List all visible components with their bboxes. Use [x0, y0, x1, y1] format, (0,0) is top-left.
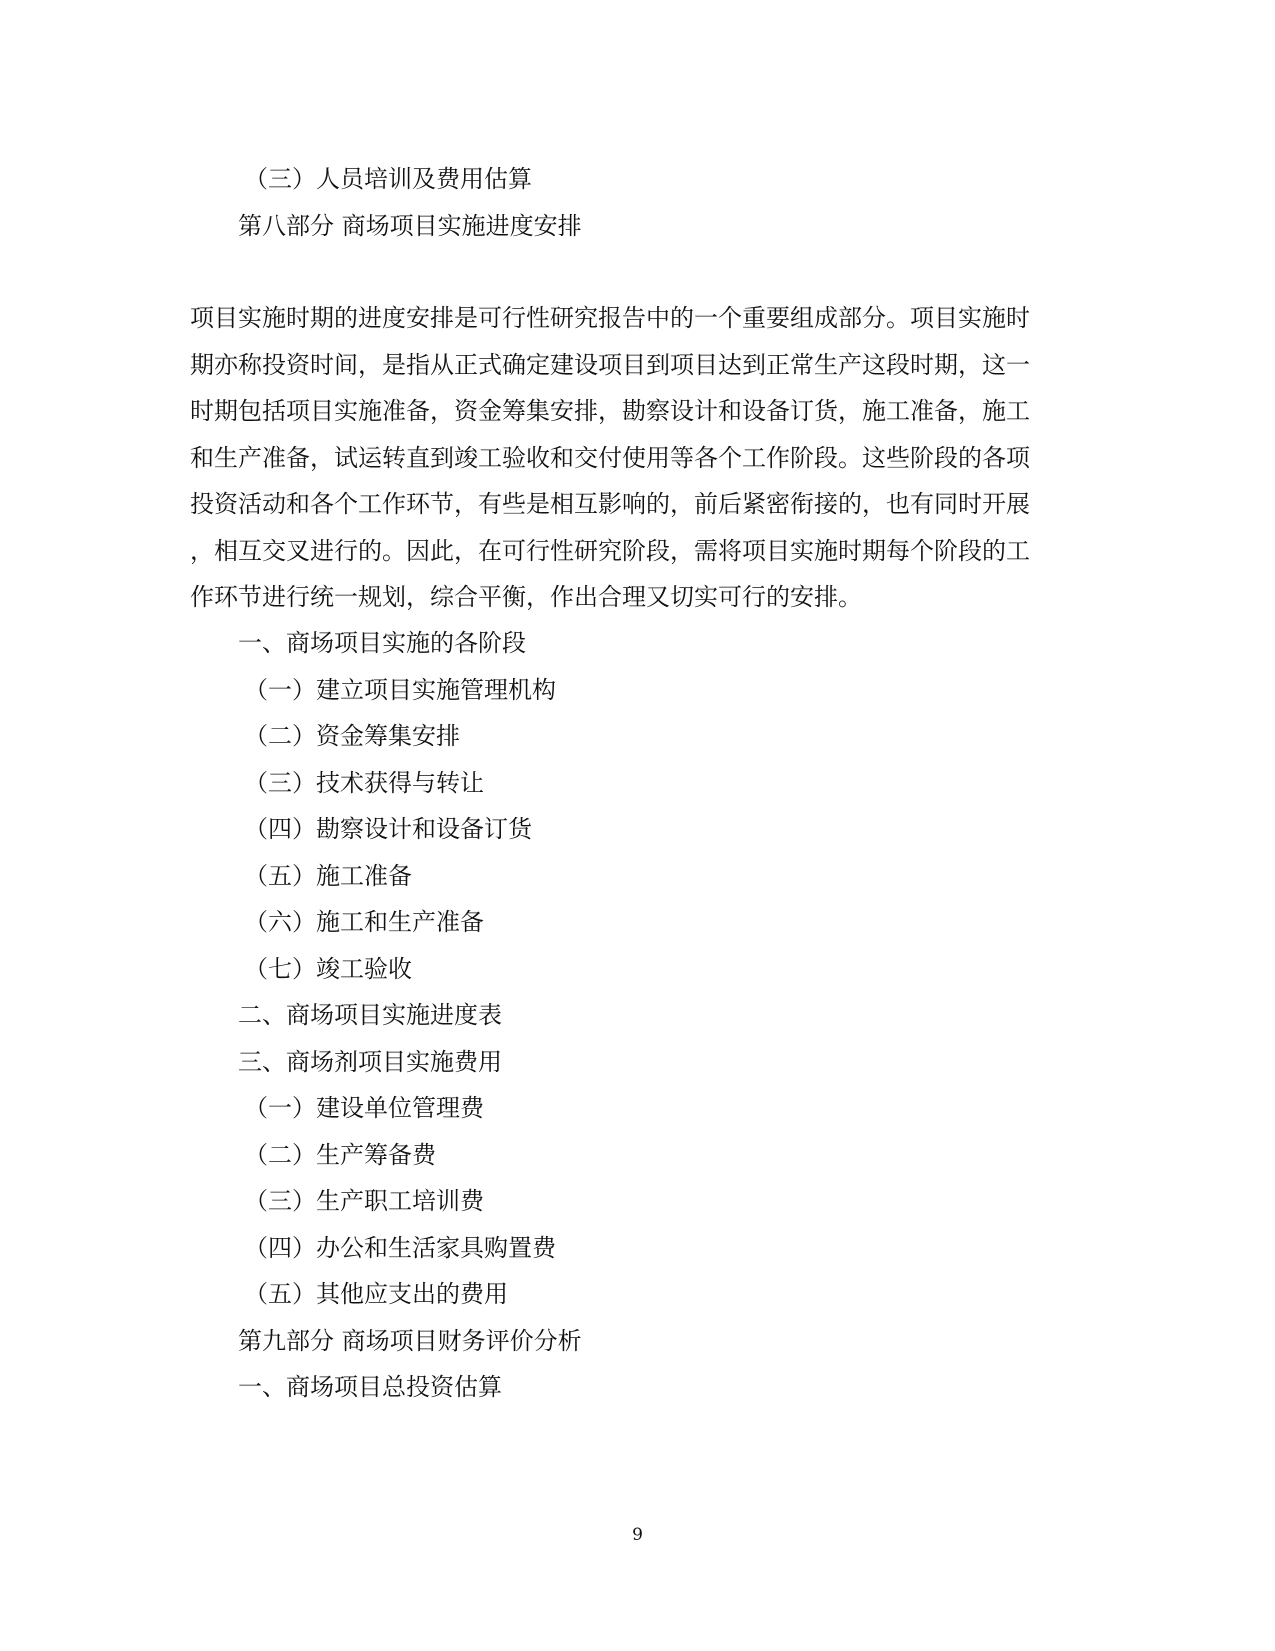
subsection-heading: （三）人员培训及费用估算 [244, 165, 532, 193]
paragraph-line: 和生产准备，试运转直到竣工验收和交付使用等各个工作阶段。这些阶段的各项 [190, 444, 1030, 472]
paragraph-line: 时期包括项目实施准备，资金筹集安排，勘察设计和设备订货，施工准备，施工 [190, 397, 1030, 425]
paragraph-line: 项目实施时期的进度安排是可行性研究报告中的一个重要组成部分。项目实施时 [190, 304, 1030, 332]
outline-item: （三）技术获得与转让 [244, 769, 484, 797]
paragraph-line: ，相互交叉进行的。因此，在可行性研究阶段，需将项目实施时期每个阶段的工 [190, 537, 1030, 565]
outline-item: （一）建立项目实施管理机构 [244, 676, 556, 704]
paragraph-line: 期亦称投资时间，是指从正式确定建设项目到项目达到正常生产这段时期，这一 [190, 351, 1030, 379]
part-heading: 第八部分 商场项目实施进度安排 [238, 212, 582, 240]
outline-item: （六）施工和生产准备 [244, 908, 484, 936]
paragraph-line: 作环节进行统一规划，综合平衡，作出合理又切实可行的安排。 [190, 583, 862, 611]
outline-item: 三、商场剂项目实施费用 [238, 1048, 502, 1076]
part-heading: 第九部分 商场项目财务评价分析 [238, 1327, 582, 1355]
outline-item: （二）资金筹集安排 [244, 722, 460, 750]
outline-item: （七）竣工验收 [244, 955, 412, 983]
outline-item: （四）办公和生活家具购置费 [244, 1234, 556, 1262]
outline-item: 二、商场项目实施进度表 [238, 1001, 502, 1029]
outline-item: （一）建设单位管理费 [244, 1094, 484, 1122]
outline-item: 一、商场项目实施的各阶段 [238, 629, 526, 657]
outline-item: （四）勘察设计和设备订货 [244, 815, 532, 843]
paragraph-line: 投资活动和各个工作环节，有些是相互影响的，前后紧密衔接的，也有同时开展 [190, 490, 1030, 518]
page-number: 9 [632, 1525, 643, 1545]
outline-item: （三）生产职工培训费 [244, 1187, 484, 1215]
outline-item: （二）生产筹备费 [244, 1141, 436, 1169]
outline-item: （五）其他应支出的费用 [244, 1280, 508, 1308]
outline-item: 一、商场项目总投资估算 [238, 1373, 502, 1401]
outline-item: （五）施工准备 [244, 862, 412, 890]
